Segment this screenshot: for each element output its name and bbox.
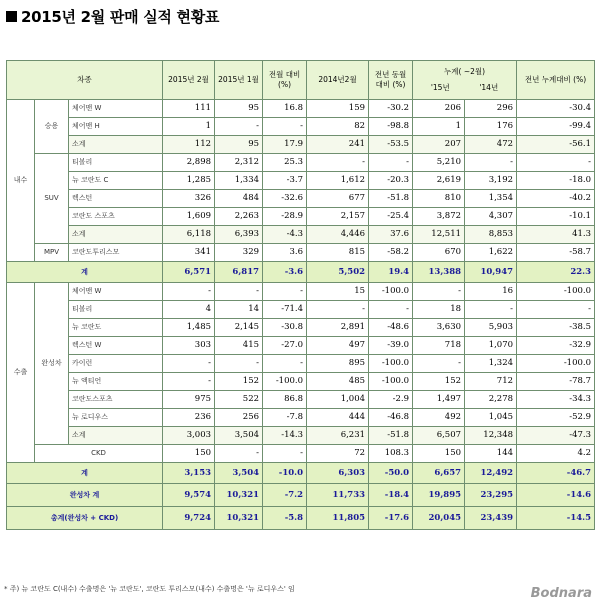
value-cell: 10,321	[215, 484, 263, 507]
value-cell: 1,045	[465, 409, 517, 427]
value-cell: 3,192	[465, 172, 517, 190]
value-cell: -38.5	[517, 319, 595, 337]
sales-table-wrap	[6, 60, 594, 530]
value-cell: -100.0	[517, 355, 595, 373]
table-row	[7, 373, 595, 391]
table-row	[7, 208, 595, 226]
header-row	[7, 61, 595, 100]
value-cell: 241	[307, 136, 369, 154]
value-cell: 150	[413, 445, 465, 463]
value-cell: 712	[465, 373, 517, 391]
value-cell: 4.2	[517, 445, 595, 463]
value-cell: 13,388	[413, 262, 465, 283]
value-cell: -17.6	[369, 507, 413, 530]
value-cell: 82	[307, 118, 369, 136]
value-cell: -	[263, 355, 307, 373]
value-cell: 15	[307, 283, 369, 301]
value-cell: 2,891	[307, 319, 369, 337]
value-cell: 23,439	[465, 507, 517, 530]
value-cell: 17.9	[263, 136, 307, 154]
model-name: 뉴 로디우스	[69, 409, 163, 427]
value-cell: 9,724	[163, 507, 215, 530]
value-cell: 16	[465, 283, 517, 301]
table-row	[7, 118, 595, 136]
value-cell: 895	[307, 355, 369, 373]
value-cell: -3.7	[263, 172, 307, 190]
value-cell: 152	[215, 373, 263, 391]
value-cell: 144	[465, 445, 517, 463]
value-cell: 5,502	[307, 262, 369, 283]
value-cell: 1,497	[413, 391, 465, 409]
value-cell: 150	[163, 445, 215, 463]
value-cell: -52.9	[517, 409, 595, 427]
value-cell: 95	[215, 100, 263, 118]
value-cell: -34.3	[517, 391, 595, 409]
value-cell: -48.6	[369, 319, 413, 337]
value-cell: -	[465, 301, 517, 319]
model-name: 소계	[69, 136, 163, 154]
value-cell: -	[163, 283, 215, 301]
value-cell: -	[215, 118, 263, 136]
table-row	[7, 484, 595, 507]
value-cell: -40.2	[517, 190, 595, 208]
value-cell: -	[163, 373, 215, 391]
header-category: 차종	[7, 61, 163, 100]
value-cell: 492	[413, 409, 465, 427]
value-cell: -53.5	[369, 136, 413, 154]
value-cell: -58.2	[369, 244, 413, 262]
value-cell: 1	[163, 118, 215, 136]
table-body	[7, 100, 595, 530]
header-mom: 전월 대비 (%)	[263, 61, 307, 100]
value-cell: 12,511	[413, 226, 465, 244]
value-cell: 6,393	[215, 226, 263, 244]
header-yoy: 전년 동월대비 (%)	[369, 61, 413, 100]
mpv-label: MPV	[35, 244, 69, 262]
value-cell: -39.0	[369, 337, 413, 355]
value-cell: -27.0	[263, 337, 307, 355]
value-cell: 296	[465, 100, 517, 118]
value-cell: -30.8	[263, 319, 307, 337]
value-cell: 718	[413, 337, 465, 355]
value-cell: 2,312	[215, 154, 263, 172]
page-title	[6, 6, 219, 27]
model-name: 뉴 코란도 C	[69, 172, 163, 190]
table-row	[7, 226, 595, 244]
watermark: Bodnara	[530, 586, 592, 601]
value-cell: 256	[215, 409, 263, 427]
value-cell: -14.3	[263, 427, 307, 445]
domestic-total-label: 계	[7, 262, 163, 283]
value-cell: 4,307	[465, 208, 517, 226]
value-cell: 6,817	[215, 262, 263, 283]
value-cell: 23,295	[465, 484, 517, 507]
value-cell: 1,070	[465, 337, 517, 355]
value-cell: 522	[215, 391, 263, 409]
value-cell: -14.6	[517, 484, 595, 507]
value-cell: -71.4	[263, 301, 307, 319]
value-cell: 152	[413, 373, 465, 391]
value-cell: 12,348	[465, 427, 517, 445]
value-cell: 112	[163, 136, 215, 154]
value-cell: 9,574	[163, 484, 215, 507]
table-row	[7, 463, 595, 484]
model-name: 코란도투리스모	[69, 244, 163, 262]
footnote: * 주) 뉴 코란도 C(내수) 수출명은 '뉴 코란도', 코란도 투리스모(내수) 수출명은 '뉴 로디우스' 임	[4, 585, 295, 593]
value-cell: -25.4	[369, 208, 413, 226]
table-row	[7, 355, 595, 373]
value-cell: 2,145	[215, 319, 263, 337]
sales-table	[6, 60, 595, 530]
value-cell: 236	[163, 409, 215, 427]
header-cum14: '14년	[479, 83, 499, 92]
value-cell: 206	[413, 100, 465, 118]
value-cell: 20,045	[413, 507, 465, 530]
value-cell: 10,321	[215, 507, 263, 530]
value-cell: 1,622	[465, 244, 517, 262]
value-cell: 14	[215, 301, 263, 319]
value-cell: -30.4	[517, 100, 595, 118]
value-cell: 3,504	[215, 427, 263, 445]
value-cell: 6,507	[413, 427, 465, 445]
value-cell: 4,446	[307, 226, 369, 244]
value-cell: 37.6	[369, 226, 413, 244]
value-cell: 207	[413, 136, 465, 154]
value-cell: 111	[163, 100, 215, 118]
value-cell: 1,285	[163, 172, 215, 190]
model-name: 코란도 스포츠	[69, 208, 163, 226]
value-cell: 5,210	[413, 154, 465, 172]
value-cell: 22.3	[517, 262, 595, 283]
model-name: 소계	[69, 427, 163, 445]
value-cell: 86.8	[263, 391, 307, 409]
value-cell: 6,571	[163, 262, 215, 283]
export-total-label: 계	[7, 463, 163, 484]
value-cell: 3.6	[263, 244, 307, 262]
value-cell: -	[413, 355, 465, 373]
value-cell: -	[413, 283, 465, 301]
value-cell: -51.8	[369, 190, 413, 208]
value-cell: 11,733	[307, 484, 369, 507]
value-cell: -46.7	[517, 463, 595, 484]
value-cell: 176	[465, 118, 517, 136]
value-cell: 975	[163, 391, 215, 409]
value-cell: -	[307, 301, 369, 319]
value-cell: 6,303	[307, 463, 369, 484]
table-row	[7, 262, 595, 283]
value-cell: -100.0	[369, 355, 413, 373]
header-cum15: '15년	[430, 83, 450, 92]
value-cell: -78.7	[517, 373, 595, 391]
value-cell: -5.8	[263, 507, 307, 530]
header-feb2014: 2014년2월	[307, 61, 369, 100]
value-cell: 815	[307, 244, 369, 262]
model-name: 뉴 코란도	[69, 319, 163, 337]
value-cell: 5,903	[465, 319, 517, 337]
value-cell: 4	[163, 301, 215, 319]
value-cell: 18	[413, 301, 465, 319]
value-cell: 11,805	[307, 507, 369, 530]
header-cumyoy: 전년 누계대비 (%)	[517, 61, 595, 100]
table-row	[7, 507, 595, 530]
table-row	[7, 100, 595, 118]
value-cell: 415	[215, 337, 263, 355]
model-name: 소계	[69, 226, 163, 244]
model-name: 렉스턴	[69, 190, 163, 208]
value-cell: 3,630	[413, 319, 465, 337]
table-row	[7, 172, 595, 190]
value-cell: -50.0	[369, 463, 413, 484]
value-cell: -10.1	[517, 208, 595, 226]
suv-label: SUV	[35, 154, 69, 244]
value-cell: 484	[215, 190, 263, 208]
value-cell: 810	[413, 190, 465, 208]
value-cell: -100.0	[517, 283, 595, 301]
finished-total-label: 완성차 계	[7, 484, 163, 507]
table-row	[7, 427, 595, 445]
value-cell: -	[369, 154, 413, 172]
value-cell: -3.6	[263, 262, 307, 283]
value-cell: 444	[307, 409, 369, 427]
domestic-label: 내수	[7, 100, 35, 262]
value-cell: 485	[307, 373, 369, 391]
value-cell: -32.9	[517, 337, 595, 355]
table-row	[7, 190, 595, 208]
header-feb2015: 2015년 2월	[163, 61, 215, 100]
value-cell: 95	[215, 136, 263, 154]
value-cell: 472	[465, 136, 517, 154]
value-cell: 72	[307, 445, 369, 463]
value-cell: 19,895	[413, 484, 465, 507]
value-cell: 2,898	[163, 154, 215, 172]
value-cell: 3,153	[163, 463, 215, 484]
value-cell: -100.0	[369, 283, 413, 301]
value-cell: -	[517, 301, 595, 319]
value-cell: -28.9	[263, 208, 307, 226]
value-cell: -	[465, 154, 517, 172]
value-cell: -	[263, 445, 307, 463]
value-cell: 3,872	[413, 208, 465, 226]
value-cell: -	[215, 355, 263, 373]
table-row	[7, 244, 595, 262]
value-cell: 2,619	[413, 172, 465, 190]
table-row	[7, 283, 595, 301]
value-cell: -18.4	[369, 484, 413, 507]
value-cell: 1,324	[465, 355, 517, 373]
value-cell: 341	[163, 244, 215, 262]
value-cell: -	[517, 154, 595, 172]
value-cell: -7.2	[263, 484, 307, 507]
value-cell: -30.2	[369, 100, 413, 118]
value-cell: 6,657	[413, 463, 465, 484]
value-cell: -100.0	[369, 373, 413, 391]
value-cell: 329	[215, 244, 263, 262]
value-cell: 497	[307, 337, 369, 355]
value-cell: -32.6	[263, 190, 307, 208]
value-cell: -58.7	[517, 244, 595, 262]
value-cell: -98.8	[369, 118, 413, 136]
model-name: 체어맨 W	[69, 283, 163, 301]
header-cum	[413, 61, 517, 100]
value-cell: -	[215, 445, 263, 463]
value-cell: -100.0	[263, 373, 307, 391]
value-cell: 1,485	[163, 319, 215, 337]
value-cell: 1,612	[307, 172, 369, 190]
model-name: 체어맨 H	[69, 118, 163, 136]
ckd-label: CKD	[35, 445, 163, 463]
value-cell: -	[215, 283, 263, 301]
value-cell: 3,003	[163, 427, 215, 445]
passenger-label: 승용	[35, 100, 69, 154]
model-name: 티볼리	[69, 301, 163, 319]
value-cell: 1	[413, 118, 465, 136]
table-row	[7, 445, 595, 463]
table-row	[7, 136, 595, 154]
value-cell: 326	[163, 190, 215, 208]
header-cum-label: 누계( ~2월)	[444, 67, 486, 76]
value-cell: -56.1	[517, 136, 595, 154]
value-cell: 1,354	[465, 190, 517, 208]
square-bullet-icon	[6, 11, 17, 22]
value-cell: -4.3	[263, 226, 307, 244]
table-row	[7, 154, 595, 172]
value-cell: 670	[413, 244, 465, 262]
value-cell: -	[263, 283, 307, 301]
value-cell: 8,853	[465, 226, 517, 244]
table-row	[7, 337, 595, 355]
model-name: 렉스턴 W	[69, 337, 163, 355]
finished-label: 완성차	[35, 283, 69, 445]
value-cell: -	[369, 301, 413, 319]
value-cell: 16.8	[263, 100, 307, 118]
value-cell: 2,278	[465, 391, 517, 409]
value-cell: 41.3	[517, 226, 595, 244]
value-cell: 3,504	[215, 463, 263, 484]
value-cell: -46.8	[369, 409, 413, 427]
table-row	[7, 409, 595, 427]
table-row	[7, 391, 595, 409]
table-row	[7, 319, 595, 337]
value-cell: 10,947	[465, 262, 517, 283]
value-cell: 677	[307, 190, 369, 208]
value-cell: -7.8	[263, 409, 307, 427]
value-cell: -18.0	[517, 172, 595, 190]
value-cell: 12,492	[465, 463, 517, 484]
value-cell: -2.9	[369, 391, 413, 409]
value-cell: 1,334	[215, 172, 263, 190]
model-name: 뉴 액티언	[69, 373, 163, 391]
grand-total-label: 총계(완성차 + CKD)	[7, 507, 163, 530]
model-name: 티볼리	[69, 154, 163, 172]
value-cell: 159	[307, 100, 369, 118]
export-label: 수출	[7, 283, 35, 463]
value-cell: 2,157	[307, 208, 369, 226]
value-cell: 2,263	[215, 208, 263, 226]
model-name: 코란도스포츠	[69, 391, 163, 409]
value-cell: 108.3	[369, 445, 413, 463]
model-name: 체어맨 W	[69, 100, 163, 118]
value-cell: 1,004	[307, 391, 369, 409]
value-cell: 6,118	[163, 226, 215, 244]
value-cell: -10.0	[263, 463, 307, 484]
header-jan2015: 2015년 1월	[215, 61, 263, 100]
model-name: 카이런	[69, 355, 163, 373]
value-cell: -	[263, 118, 307, 136]
value-cell: -14.5	[517, 507, 595, 530]
value-cell: -47.3	[517, 427, 595, 445]
value-cell: -	[163, 355, 215, 373]
value-cell: -	[307, 154, 369, 172]
title-text: 2015년 2월 판매 실적 현황표	[21, 8, 220, 26]
value-cell: 303	[163, 337, 215, 355]
value-cell: -99.4	[517, 118, 595, 136]
table-row	[7, 301, 595, 319]
value-cell: 19.4	[369, 262, 413, 283]
value-cell: 1,609	[163, 208, 215, 226]
value-cell: 6,231	[307, 427, 369, 445]
value-cell: -20.3	[369, 172, 413, 190]
value-cell: -51.8	[369, 427, 413, 445]
value-cell: 25.3	[263, 154, 307, 172]
